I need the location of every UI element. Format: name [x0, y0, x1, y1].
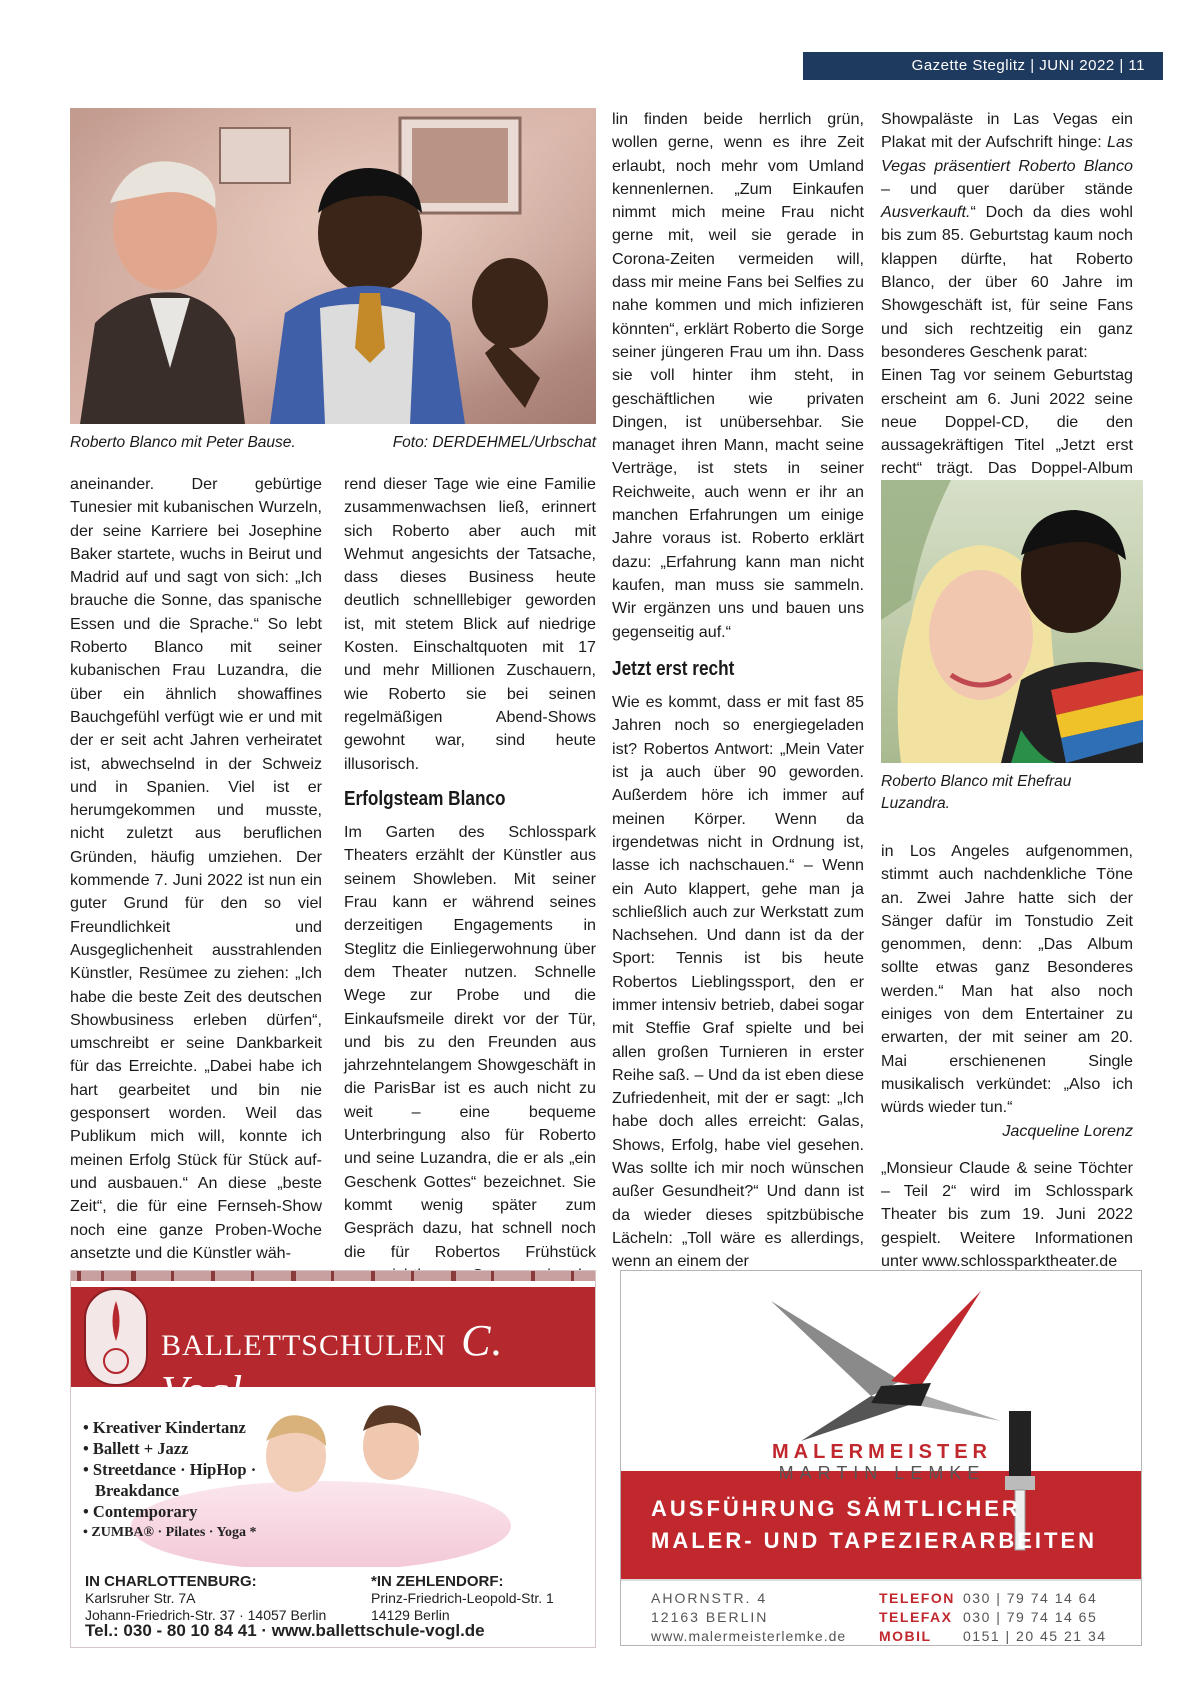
article-paragraph: aneinander. Der gebürtige Tunesier mit kubanischen Wurzeln, der seine Karriere bei Josephine Baker startete, wuchs in Beirut und Madrid auf und sagt von sich: „Ich brauche die Sonne, das spanische Essen und die Sprache.“ So lebt Roberto Blanco mit seiner kubanischen Frau Luzandra, die über ein ähnlich showaffines Bauchgefühl verfügt wie er und mit der er seit acht Jahren verheiratet ist, abwechselnd in der Schweiz und in Spanien. Viel ist er herumgekommen und musste, nicht zuletzt aus beruflichen Gründen, häufig umziehen. Der kommende 7. Juni 2022 ist nun ein guter Grund für den so viel Freundlichkeit und Ausgeglichenheit ausstrahlenden Künstler, Resümee zu ziehen: „Ich habe die beste Zeit des deutschen Showbusiness erleben dürfen“, umschreibt er seine Dankbarkeit für das Erreichte. „Dabei habe ich hart gearbeitet und bin nie gesponsert worden. Weil das Publikum mich will, konnte ich meinen Erfolg Stück für Stück auf- und ausbauen.“ An diese „beste Zeit“, die für eine Fernseh-Show noch eine ganze Proben-Woche ansetzte und die Künstler wäh-: [70, 475, 322, 1262]
article-column-4-continued: [881, 840, 1133, 1273]
maler-address: AHORNSTR. 4 12163 BERLIN www.malermeisterlemke.de: [651, 1590, 847, 1644]
ad-malermeister: [620, 1270, 1142, 1646]
list-item: Breakdance: [95, 1481, 180, 1500]
subheading: Jetzt erst recht: [612, 657, 735, 680]
ballett-brand: BALLETTSCHULEN C. Vogl: [161, 1316, 504, 1416]
author-name: Jacqueline Lorenz: [1002, 1121, 1133, 1140]
article-column-2: [344, 473, 596, 1310]
issue-date: JUNI 2022: [1039, 57, 1115, 74]
ballett-location-1: IN CHARLOTTENBURG: Karlsruher Str. 7A Johann-Friedrich-Str. 37 · 14057 Berlin: [85, 1573, 327, 1623]
list-item: • Kreativer Kindertanz: [83, 1418, 246, 1437]
photo-blanco-bause: [70, 108, 596, 424]
ad-ballettschule: [70, 1270, 596, 1648]
photo-blanco-luzandra: [881, 480, 1143, 763]
article-column-1: [70, 473, 322, 1265]
ballett-contact: Tel.: 030 - 80 10 84 41 · www.ballettschule-vogl.de: [85, 1621, 485, 1640]
ballett-script: C. Vogl: [161, 1316, 504, 1416]
photo-caption: Roberto Blanco mit Peter Bause.: [70, 434, 296, 451]
subheading: Erfolgsteam Blanco: [344, 787, 506, 810]
article-paragraph: „Monsieur Claude & seine Töchter – Teil 2“ wird im Schlosspark Theater bis zum 19. Juni 2022 gespielt. Weitere Informationen unter www.schlossparktheater.de: [881, 1158, 1133, 1271]
article-paragraph: lin finden beide herrlich grün, wollen gerne, wenn es ihre Zeit erlaubt, noch mehr vom Umland kennenlernen. „Zum Einkaufen nimmt mich meine Frau nicht gerne mit, weil sie gerade in Corona-Zeiten vermeiden will, dass mir meine Fans bei Selfies zu nahe kommen und mich infizieren könnten“, erklärt Roberto die Sorge seiner jüngeren Frau um ihn. Dass sie voll hinter ihm steht, in geschäftlichen wie privaten Dingen, ist unübersehbar. Sie managet ihren Mann, macht seine Verträge, ist stets in seiner Reichweite, auch wenn er ihr an manchen Erfahrungen um einige Jahre voraus ist. Roberto erklärt dazu: „Erfahrung kann man nicht kaufen, man muss sie sammeln. Wir ergänzen uns und bauen uns gegenseitig auf.“: [612, 110, 864, 641]
ballett-course-list: [83, 1417, 257, 1543]
article-paragraph: rend dieser Tage wie eine Familie zusammenwachsen ließ, erinnert sich Roberto aber auch mit Wehmut angesichts der Tatsache, dass dieses Business heute deutlich schnelllebiger geworden ist, mit stetem Blick auf niedrige Kosten. Einschaltquoten mit 17 und mehr Millionen Zuschauern, wie Roberto sie bei seinen regelmäßigen Abend-Shows gewohnt war, sind heute illusorisch.: [344, 475, 596, 773]
maler-banner: AUSFÜHRUNG SÄMTLICHER MALER- UND TAPEZIERARBEITEN: [651, 1496, 1098, 1553]
maler-contact: TELEFON 030 | 79 74 14 64 TELEFAX 030 | 79 74 14 65 MOBIL 0151 | 20 45 21 34: [879, 1590, 1107, 1644]
list-item: • Ballett + Jazz: [83, 1439, 189, 1458]
maler-title: MALERMEISTER: [772, 1441, 992, 1463]
publication-name: Gazette Steglitz: [911, 57, 1026, 74]
article-paragraph: Showpaläste in Las Vegas ein Plakat mit der Aufschrift hinge: Las Vegas präsentiert Roberto Blanco – und quer darüber stände Ausverkauft.“ Doch da dies wohl bis zum 85. Geburtstag kaum noch klappen dürfte, hat Roberto Blanco, der über 60 Jahre im Showgeschäft ist, für seine Fans und sich rechtzeitig ein ganz besonderes Geschenk parat:: [881, 110, 1133, 361]
list-item: • ZUMBA® · Pilates · Yoga *: [83, 1525, 257, 1540]
page-number: 11: [1128, 57, 1145, 74]
photo-caption: Roberto Blanco mit Ehefrau Luzandra.: [881, 773, 1072, 812]
article-paragraph: Wie es kommt, dass er mit fast 85 Jahren noch so energiegeladen ist? Robertos Antwort: „Mein Vater ist ja auch über 90 geworden. Außerdem höre ich immer auf meinen Körper. Wenn da irgendetwas nicht in Ordnung ist, lasse ich nachschauen.“ – Wenn ein Auto klappert, gehe man ja schließlich auch zur Werkstatt zum Nachsehen. Und dann ist da der Sport: Tennis ist bis heute Robertos Lieblingssport, den er immer intensiv betrieb, dabei sogar mit Steffie Graf spielte und bei allen großen Turnieren in erster Reihe saß. – Und da ist eben diese Zufriedenheit, mit der er sagt: „Ich habe doch alles erreicht: Galas, Shows, Erfolg, habe viel gesehen. Was sollte ich mir noch wünschen außer Gesundheit?“ Und dann ist da wieder dieses spitzbübische Lächeln: „Toll wäre es allerdings, wenn an einem der: [612, 693, 864, 1271]
masthead: Gazette Steglitz | JUNI 2022 | 11: [803, 52, 1163, 80]
maler-name: MARTIN LEMKE: [778, 1463, 986, 1483]
ballett-location-2: *IN ZEHLENDORF: Prinz-Friedrich-Leopold-Str. 1 14129 Berlin: [371, 1573, 554, 1623]
article-column-4: [881, 108, 1133, 504]
photo-credit: Foto: DERDEHMEL/Urbschat: [392, 434, 596, 451]
article-column-3: [612, 108, 864, 1274]
list-item: • Streetdance · HipHop ·: [83, 1460, 257, 1479]
list-item: • Contemporary: [83, 1502, 198, 1521]
article-paragraph: Einen Tag vor seinem Geburtstag erscheint am 6. Juni 2022 seine neue Doppel-CD, die den aussagekräftigen Titel „Jetzt erst recht“ trägt. Das Doppel-Album: [881, 366, 1133, 478]
article-paragraph: in Los Angeles aufgenommen, stimmt auch nachdenkliche Töne an. Zwei Jahre hatte sich der Sänger dafür im Tonstudio Zeit genommen, denn: „Das Album sollte etwas ganz Besonderes werden.“ Man hat also noch einiges von dem Entertainer zu erwarten, der mit seiner am 20. Mai erschienenen Single musikalisch verkündet: „Also ich würds wieder tun.“: [881, 842, 1133, 1117]
article-paragraph: Im Garten des Schlosspark Theaters erzählt der Künstler aus seinem Showleben. Mit seiner Frau kann er während seines derzeitigen Engagements in Steglitz die Einliegerwohnung über dem Theater nutzen. Schnelle Wege zur Probe und die Einkaufsmeile direkt vor der Tür, und bis zu den Freunden aus jahrzehntelangem Showgeschäft in die ParisBar ist es auch nicht zu weit – eine bequeme Unterbringung also für Roberto und seine Luzandra, die er als „ein Geschenk Gottes“ bezeichnet. Sie kommt wenig später zum Gespräch dazu, hat schnell noch die für Robertos Frühstück: [344, 823, 596, 1261]
